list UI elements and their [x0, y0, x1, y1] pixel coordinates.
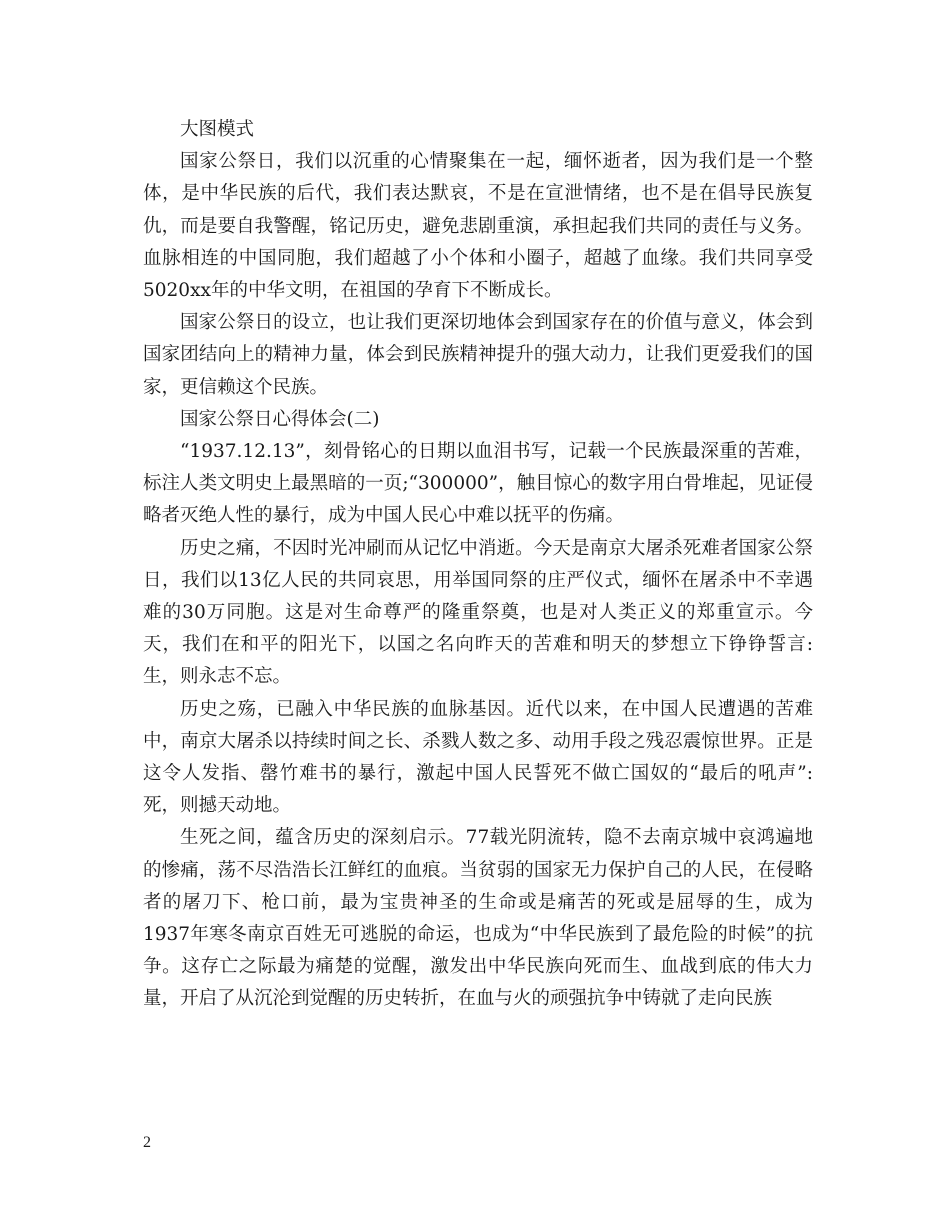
paragraph: 历史之痛，不因时光冲刷而从记忆中消逝。今天是南京大屠杀死难者国家公祭日，我们以13亿人民的共同哀思，用举国同祭的庄严仪式，缅怀在屠杀中不幸遇难的30万同胞。这是对生命尊严的隆重祭奠，也是对人类正义的郑重宣示。今天，我们在和平的阳光下，以国之名向昨天的苦难和明天的梦想立下铮铮誓言:生，则永志不忘。	[143, 537, 813, 688]
page-number: 2	[143, 1134, 151, 1151]
paragraph: 历史之殇，已融入中华民族的血脉基因。近代以来，在中国人民遭遇的苦难中，南京大屠杀以持续时间之长、杀戮人数之多、动用手段之残忍震惊世界。正是这令人发指、罄竹难书的暴行，激起中国人民誓死不做亡国奴的“最后的吼声”:死，则撼天动地。	[143, 698, 813, 817]
paragraph: 国家公祭日，我们以沉重的心情聚集在一起，缅怀逝者，因为我们是一个整体，是中华民族的后代，我们表达默哀，不是在宣泄情绪，也不是在倡导民族复仇，而是要自我警醒，铭记历史，避免悲剧重演，承担起我们共同的责任与义务。血脉相连的中国同胞，我们超越了小个体和小圈子，超越了血缘。我们共同享受5020xx年的中华文明，在祖国的孕育下不断成长。	[143, 151, 813, 302]
paragraph-heading-mode: 大图模式	[180, 119, 255, 140]
paragraph: “1937.12.13”，刻骨铭心的日期以血泪书写，记载一个民族最深重的苦难，标注人类文明史上最黑暗的一页;“300000”，触目惊心的数字用白骨堆起，见证侵略者灭绝人性的暴行，成为中国人民心中难以抚平的伤痛。	[143, 441, 813, 527]
paragraph: 国家公祭日的设立，也让我们更深切地体会到国家存在的价值与意义，体会到国家团结向上的精神力量，体会到民族精神提升的强大动力，让我们更爱我们的国家，更信赖这个民族。	[143, 312, 813, 398]
paragraph: 生死之间，蕴含历史的深刻启示。77载光阴流转，隐不去南京城中哀鸿遍地的惨痛，荡不尽浩浩长江鲜红的血痕。当贫弱的国家无力保护自己的人民，在侵略者的屠刀下、枪口前，最为宝贵神圣的生命或是痛苦的死或是屈辱的生，成为1937年寒冬南京百姓无可逃脱的命运，也成为“中华民族到了最危险的时候”的抗争。这存亡之际最为痛楚的觉醒，激发出中华民族向死而生、血战到底的伟大力量，开启了从沉沦到觉醒的历史转折，在血与火的顽强抗争中铸就了走向民族	[143, 827, 813, 1010]
section-title: 国家公祭日心得体会(二)	[180, 408, 380, 430]
document-body	[143, 114, 813, 1016]
